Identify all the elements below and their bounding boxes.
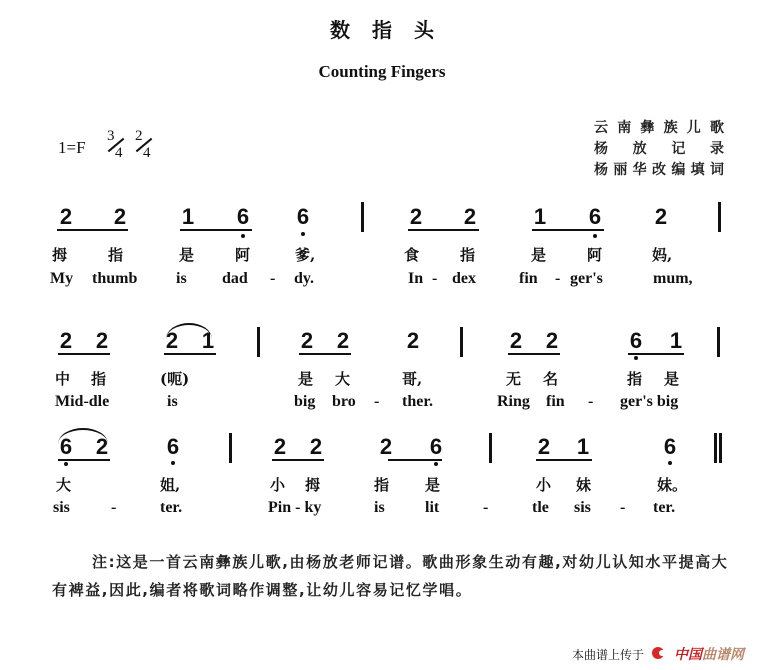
lyric-en: bro [332,393,356,410]
lyric-en: - [588,393,594,410]
underline-eighth [57,229,128,231]
lyric-en: - [620,499,626,516]
lyric-cn: 指 [460,246,476,264]
lyric-en: - [270,270,276,287]
underline-eighth [508,353,560,355]
lyric-cn: 是 [179,246,195,264]
underline-eighth [58,353,110,355]
song-title-english: Counting Fingers [318,62,446,81]
underline-eighth [628,353,684,355]
lyric-cn: 爹, [295,246,316,264]
final-double-bar-line [714,433,722,463]
site-name: 中国曲谱网 [674,647,745,663]
note: 2 [406,328,420,353]
low-octave-dot [64,462,68,466]
note: 2 [463,204,477,229]
remark-label: 注: [92,553,117,571]
note: 6 [588,204,602,229]
lyric-en: ther. [402,393,433,410]
lyric-cn: 哥, [402,370,423,388]
underline-eighth [164,353,216,355]
lyric-cn: 阿 [235,246,251,264]
song-title-chinese: 数指头 [330,18,456,42]
lyric-en: is [374,499,385,516]
lyric-en: fin [546,393,565,410]
bar-line [489,433,492,463]
note: 6 [59,434,73,459]
low-octave-dot [171,461,175,465]
time-signature-3-4: 3 4 [107,128,123,161]
lyric-cn: 大 [335,370,351,388]
lyric-en: - [432,270,438,287]
lyric-en: My [50,270,74,287]
underline-eighth [272,459,324,461]
underline-eighth [299,353,351,355]
lyric-en: is [176,270,187,287]
lyric-en: is [167,393,178,410]
lyric-cn: 指 [108,246,124,264]
lyric-cn: 妹 [576,476,592,494]
lyric-cn: 小 [536,476,552,494]
lyric-en: - [483,499,489,516]
underline-eighth [388,459,442,461]
credit-origin: 云南彝族儿歌 [594,120,724,136]
lyric-en: ger's [570,270,603,287]
lyric-en: - [111,499,117,516]
lyric-en: big [294,393,316,410]
bar-line [229,433,232,463]
note: 2 [409,204,423,229]
key-signature: 1=F [58,138,86,157]
note: 6 [629,328,643,353]
remark-text: 这是一首云南彝族儿歌,由杨放老师记谱。歌曲形象生动有趣,对幼儿认知水平提高大有裨益,因此,编者将歌词略作调整,让幼儿容易记忆学唱。 [52,553,729,599]
lyric-cn: 大 [56,476,72,494]
lyric-en: lit [425,499,440,516]
note: 2 [59,328,73,353]
lyric-cn: 中 [55,370,71,388]
lyric-cn: 小 [270,476,286,494]
note: 6 [429,434,443,459]
note: 2 [273,434,287,459]
lyric-cn: 拇 [52,246,68,264]
lyric-en: ter. [653,499,676,516]
note: 2 [545,328,559,353]
lyric-cn: 无 [506,370,522,388]
lyric-en: tle [532,499,549,516]
lyric-cn: 是 [298,370,314,388]
note: 2 [113,204,127,229]
low-octave-dot [241,234,245,238]
lyric-en: dad [222,270,248,287]
upload-text: 本曲谱上传于 [572,647,645,662]
note: 2 [336,328,350,353]
low-octave-dot [593,234,597,238]
credit-transcriber: 杨放记录 [594,141,724,157]
low-octave-dot [634,356,638,360]
lyric-cn: 姐, [160,476,181,494]
low-octave-dot [434,462,438,466]
lyric-en: Pin - ky [268,499,322,516]
underline-eighth [180,229,252,231]
note: 2 [95,434,109,459]
lyric-cn: 名 [543,370,559,388]
note: 6 [236,204,250,229]
note: 2 [309,434,323,459]
lyric-en: - [374,393,380,410]
lyric-cn: 妹。 [657,476,688,494]
note: 2 [537,434,551,459]
remark-note [52,548,732,604]
low-octave-dot [668,461,672,465]
lyric-cn: 拇 [305,476,321,494]
underline-eighth [536,459,592,461]
underline-eighth [408,229,479,231]
note: 1 [201,328,215,353]
lyric-cn: (呃) [160,370,190,388]
lyric-en: ter. [160,499,183,516]
lyric-cn: 指 [374,476,390,494]
lyric-en: In [408,270,424,287]
lyric-en: thumb [92,270,138,287]
lyric-en: fin [519,270,538,287]
bar-line [361,202,364,232]
underline-eighth [58,459,110,461]
note: 1 [576,434,590,459]
lyric-en: dex [452,270,476,287]
lyric-en: dy. [294,270,315,287]
lyric-cn: 指 [627,370,643,388]
lyric-en: sis [53,499,70,516]
note: 6 [663,434,677,459]
lyric-cn: 是 [425,476,441,494]
bar-line [718,202,721,232]
note: 1 [533,204,547,229]
bar-line [460,327,463,357]
lyric-cn: 是 [664,370,680,388]
note: 2 [59,204,73,229]
note: 1 [669,328,683,353]
lyric-en: Mid-dle [55,393,110,410]
note: 1 [181,204,195,229]
lyric-cn: 食 [404,246,420,264]
time-signature-2-4: 2 4 [135,128,151,161]
note: 2 [509,328,523,353]
lyric-en: - [555,270,561,287]
note: 6 [296,204,310,229]
note: 2 [379,434,393,459]
note: 2 [95,328,109,353]
credit-arranger: 杨丽华改编填词 [594,162,724,178]
bar-line [257,327,260,357]
lyric-en: ger's big [620,393,679,410]
lyric-cn: 阿 [587,246,603,264]
lyric-en: mum, [653,270,693,287]
note: 2 [165,328,179,353]
low-octave-dot [301,232,305,236]
underline-eighth [532,229,604,231]
lyric-en: Ring [497,393,530,410]
note: 2 [300,328,314,353]
lyric-en: sis [574,499,591,516]
note: 2 [654,204,668,229]
song-credits [594,118,724,181]
lyric-cn: 妈, [652,246,673,264]
lyric-cn: 是 [531,246,547,264]
bar-line [717,327,720,357]
note: 6 [166,434,180,459]
site-watermark [572,644,744,664]
lyric-cn: 指 [91,370,107,388]
site-logo-icon [652,647,670,661]
